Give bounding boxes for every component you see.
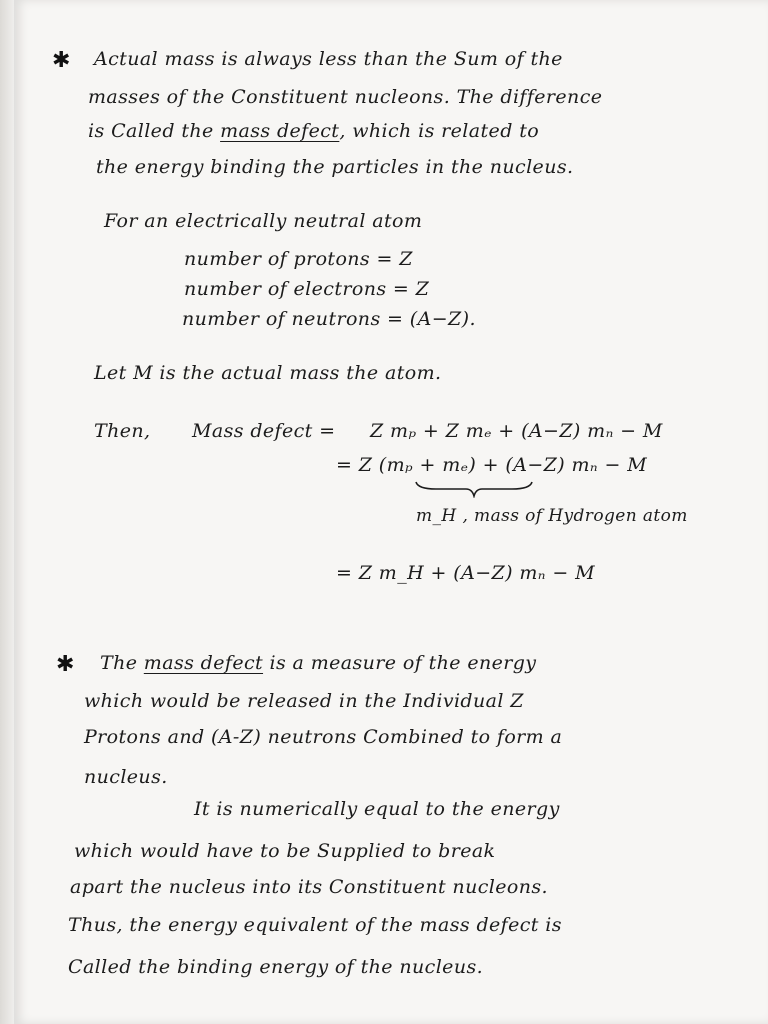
underbrace-icon [414, 480, 534, 498]
para1-line4: the energy binding the particles in the nucleus. [96, 156, 574, 178]
para2-line8: Thus, the energy equivalent of the mass defect is [68, 914, 562, 936]
para2-line1 [100, 652, 536, 674]
para2-line6: which would have to be Supplied to break [74, 840, 496, 862]
asterisk-bullet-icon: ✱ [56, 652, 75, 677]
notebook-binding-edge [0, 0, 14, 1024]
notebook-page [14, 0, 768, 1024]
para2-line2: which would be released in the Individual Z [84, 690, 524, 712]
para1-line1: Actual mass is always less than the Sum of the [94, 48, 563, 70]
para2-line7: apart the nucleus into its Constituent nucleons. [70, 876, 548, 898]
para2-line9: Called the binding energy of the nucleus. [68, 956, 484, 978]
electrons-line: number of electrons = Z [184, 278, 430, 300]
mass-defect-term: mass defect [220, 120, 340, 142]
mass-defect-term: mass defect [143, 652, 264, 674]
para2-line1-post: is a measure of the energy [263, 652, 537, 674]
let-line: Let M is the actual mass the atom. [94, 362, 442, 384]
neutrons-line: number of neutrons = (A−Z). [182, 308, 476, 330]
equation-2: = Z (mₚ + mₑ) + (A−Z) mₙ − M [336, 454, 648, 476]
para1-line3-post: , which is related to [339, 120, 540, 142]
para1-line2: masses of the Constituent nucleons. The difference [88, 86, 603, 108]
para1-line3 [88, 120, 539, 142]
hydrogen-mass-note: m_H , mass of Hydrogen atom [416, 506, 688, 526]
para2-line1-pre: The [100, 652, 144, 674]
asterisk-bullet-icon: ✱ [52, 48, 71, 73]
para2-line3: Protons and (A-Z) neutrons Combined to form a [84, 726, 563, 748]
equation-1: Z mₚ + Z mₑ + (A−Z) mₙ − M [370, 420, 663, 442]
para2-line4: nucleus. [84, 766, 168, 788]
then-label: Then, [94, 420, 151, 442]
para1-line3-pre: is Called the [88, 120, 221, 142]
mass-defect-label: Mass defect = [192, 420, 336, 442]
protons-line: number of protons = Z [184, 248, 413, 270]
atom-intro: For an electrically neutral atom [104, 210, 423, 232]
para2-line5: It is numerically equal to the energy [194, 798, 560, 820]
equation-3: = Z m_H + (A−Z) mₙ − M [336, 562, 595, 584]
